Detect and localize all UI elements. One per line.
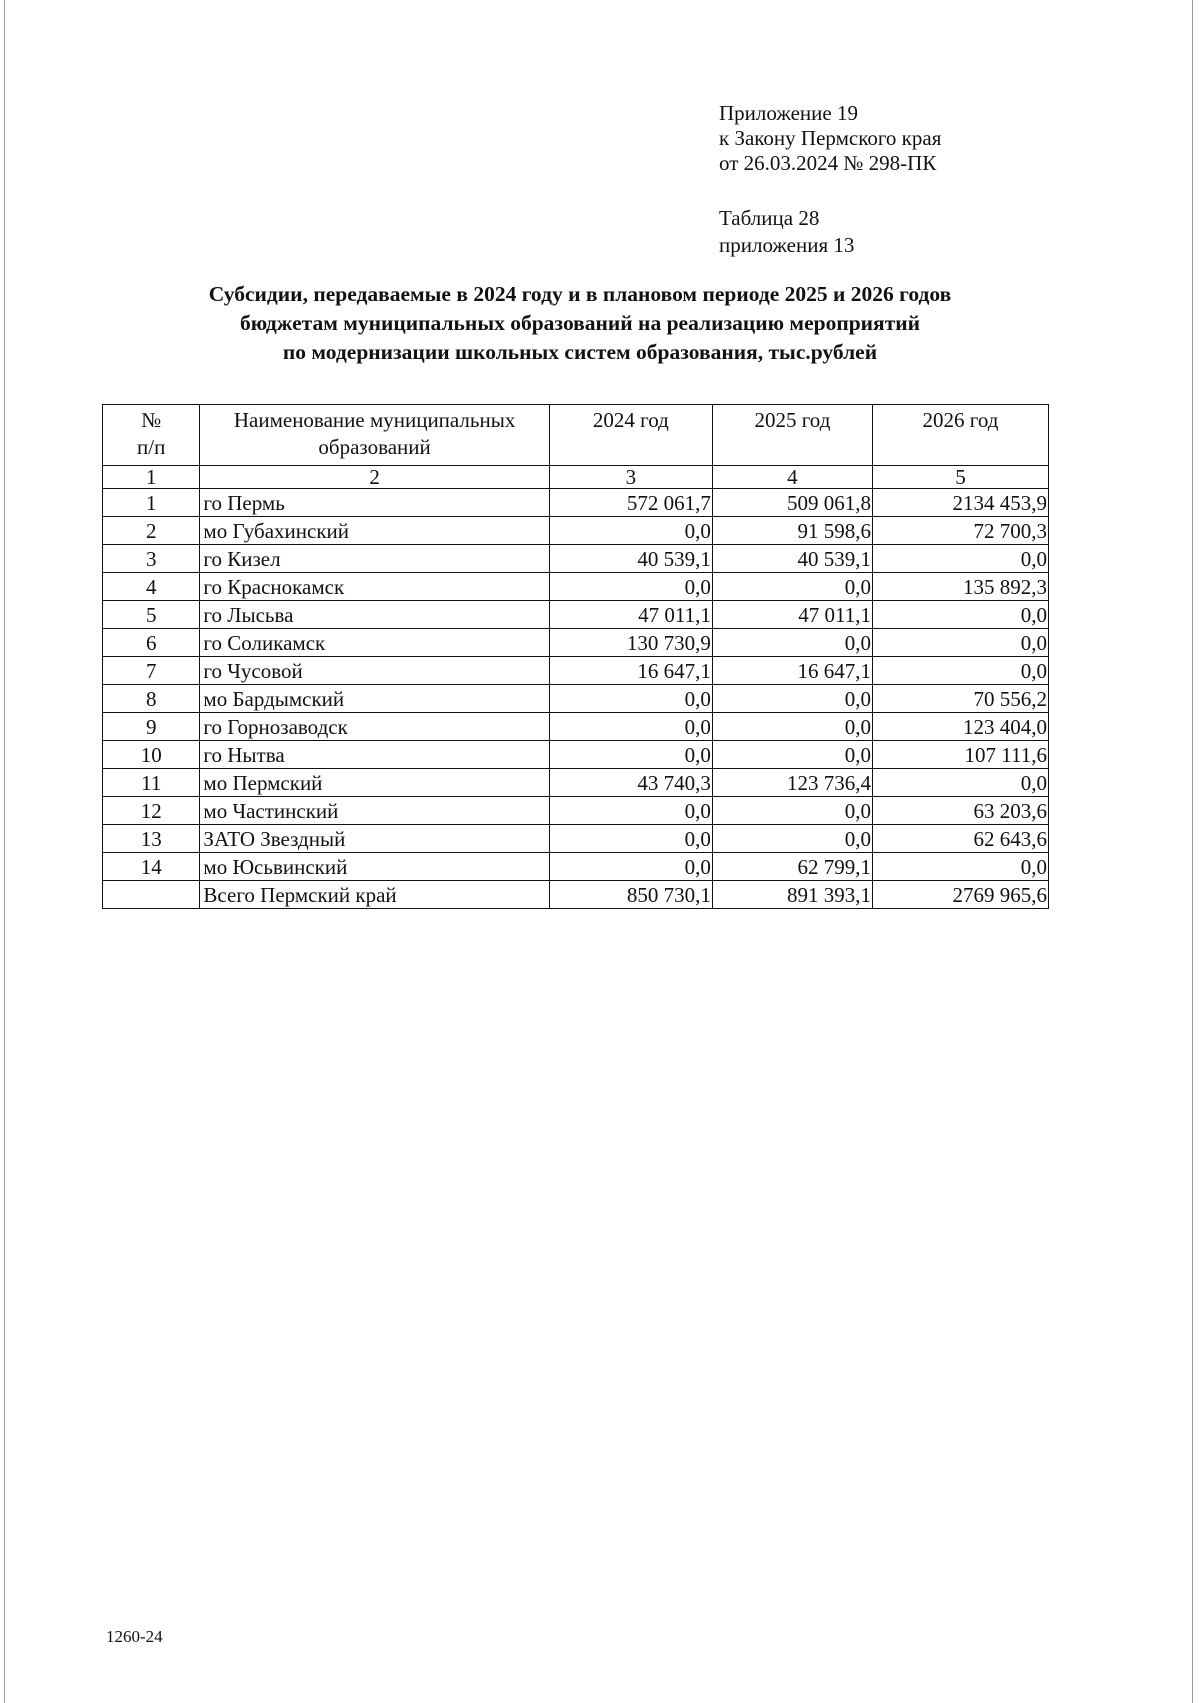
municipality-name: мо Бардымский: [200, 685, 549, 713]
municipality-name: мо Частинский: [200, 797, 549, 825]
municipality-name: ЗАТО Звездный: [200, 825, 549, 853]
amount-2024: 0,0: [549, 685, 712, 713]
amount-2026: 62 643,6: [872, 825, 1048, 853]
header-2026: 2026 год: [872, 405, 1048, 466]
amount-2026: 70 556,2: [872, 685, 1048, 713]
municipality-name: го Нытва: [200, 741, 549, 769]
amount-2024: 0,0: [549, 517, 712, 545]
header-name: [200, 405, 549, 466]
municipality-name: го Чусовой: [200, 657, 549, 685]
row-number: 3: [103, 545, 200, 573]
appendix-header: [719, 101, 941, 176]
table-row: [103, 657, 1049, 685]
table-header-row: [103, 405, 1049, 466]
row-number: 13: [103, 825, 200, 853]
municipality-name: го Горнозаводск: [200, 713, 549, 741]
amount-2025: 91 598,6: [712, 517, 872, 545]
amount-2024: 0,0: [549, 825, 712, 853]
amount-2024: 130 730,9: [549, 629, 712, 657]
table-row: [103, 825, 1049, 853]
table-ref-line-1: Таблица 28: [719, 206, 820, 230]
header-number: [103, 405, 200, 466]
appendix-line-2: к Закону Пермского края: [719, 126, 942, 150]
header-number-line-1: №: [141, 408, 162, 432]
row-number: 8: [103, 685, 200, 713]
amount-2025: 509 061,8: [712, 489, 872, 517]
amount-2024: 0,0: [549, 853, 712, 881]
amount-2025: 0,0: [712, 573, 872, 601]
row-number: 14: [103, 853, 200, 881]
scan-edge-left: [4, 0, 5, 1703]
amount-2026: 135 892,3: [872, 573, 1048, 601]
amount-2026: 0,0: [872, 657, 1048, 685]
amount-2024: 43 740,3: [549, 769, 712, 797]
row-number: 2: [103, 517, 200, 545]
header-name-line-1: Наименование муниципальных: [233, 408, 516, 432]
table-row: [103, 741, 1049, 769]
municipality-name: мо Губахинский: [200, 517, 549, 545]
municipality-name: го Пермь: [200, 489, 549, 517]
header-2025: 2025 год: [712, 405, 872, 466]
table-row: [103, 573, 1049, 601]
title-line-1: Субсидии, передаваемые в 2024 году и в плановом периоде 2025 и 2026 годов: [208, 282, 952, 306]
row-number: 11: [103, 769, 200, 797]
table-row: [103, 629, 1049, 657]
column-number: 1: [103, 466, 200, 489]
row-number: 9: [103, 713, 200, 741]
total-row: [103, 881, 1049, 909]
amount-2026: 123 404,0: [872, 713, 1048, 741]
row-number: 10: [103, 741, 200, 769]
scan-edge-right: [1192, 0, 1193, 1703]
municipality-name: Всего Пермский край: [200, 881, 549, 909]
table-row: [103, 517, 1049, 545]
header-2024: 2024 год: [549, 405, 712, 466]
table-row: [103, 713, 1049, 741]
row-number: 6: [103, 629, 200, 657]
table-reference: [719, 205, 854, 259]
amount-2024: 0,0: [549, 741, 712, 769]
amount-2026: 0,0: [872, 769, 1048, 797]
amount-2026: 2769 965,6: [872, 881, 1048, 909]
row-number: 7: [103, 657, 200, 685]
amount-2026: 0,0: [872, 629, 1048, 657]
municipality-name: го Соликамск: [200, 629, 549, 657]
amount-2026: 72 700,3: [872, 517, 1048, 545]
row-number: 4: [103, 573, 200, 601]
table-row: [103, 601, 1049, 629]
header-number-line-2: п/п: [137, 435, 166, 459]
amount-2025: 0,0: [712, 685, 872, 713]
amount-2025: 47 011,1: [712, 601, 872, 629]
subsidies-table: [102, 404, 1049, 909]
amount-2025: 40 539,1: [712, 545, 872, 573]
table-row: [103, 853, 1049, 881]
amount-2025: 0,0: [712, 797, 872, 825]
column-number-row: [103, 466, 1049, 489]
document-title: [100, 280, 1060, 367]
amount-2024: 0,0: [549, 713, 712, 741]
title-line-3: по модернизации школьных систем образования, тыс.рублей: [282, 340, 878, 364]
amount-2025: 16 647,1: [712, 657, 872, 685]
amount-2024: 0,0: [549, 573, 712, 601]
amount-2026: 0,0: [872, 853, 1048, 881]
table-row: [103, 769, 1049, 797]
table-row: [103, 685, 1049, 713]
amount-2026: 2134 453,9: [872, 489, 1048, 517]
amount-2025: 0,0: [712, 713, 872, 741]
row-number: [103, 881, 200, 909]
amount-2025: 0,0: [712, 741, 872, 769]
amount-2024: 572 061,7: [549, 489, 712, 517]
amount-2024: 0,0: [549, 797, 712, 825]
row-number: 5: [103, 601, 200, 629]
municipality-name: мо Юсьвинский: [200, 853, 549, 881]
column-number: 4: [712, 466, 872, 489]
municipality-name: го Кизел: [200, 545, 549, 573]
amount-2026: 0,0: [872, 545, 1048, 573]
municipality-name: го Краснокамск: [200, 573, 549, 601]
column-number: 5: [872, 466, 1048, 489]
municipality-name: мо Пермский: [200, 769, 549, 797]
row-number: 1: [103, 489, 200, 517]
amount-2025: 0,0: [712, 629, 872, 657]
appendix-line-3: от 26.03.2024 № 298-ПК: [719, 151, 937, 175]
amount-2024: 850 730,1: [549, 881, 712, 909]
amount-2025: 891 393,1: [712, 881, 872, 909]
table-ref-line-2: приложения 13: [719, 233, 855, 257]
column-number: 3: [549, 466, 712, 489]
amount-2026: 63 203,6: [872, 797, 1048, 825]
amount-2025: 62 799,1: [712, 853, 872, 881]
table-row: [103, 797, 1049, 825]
amount-2024: 40 539,1: [549, 545, 712, 573]
amount-2024: 47 011,1: [549, 601, 712, 629]
table-row: [103, 489, 1049, 517]
row-number: 12: [103, 797, 200, 825]
table-row: [103, 545, 1049, 573]
title-line-2: бюджетам муниципальных образований на реализацию мероприятий: [239, 311, 921, 335]
amount-2026: 0,0: [872, 601, 1048, 629]
column-number: 2: [200, 466, 549, 489]
document-code: 1260-24: [106, 1627, 163, 1646]
amount-2026: 107 111,6: [872, 741, 1048, 769]
amount-2024: 16 647,1: [549, 657, 712, 685]
amount-2025: 123 736,4: [712, 769, 872, 797]
appendix-line-1: Приложение 19: [719, 101, 858, 125]
municipality-name: го Лысьва: [200, 601, 549, 629]
header-name-line-2: образований: [318, 435, 431, 459]
amount-2025: 0,0: [712, 825, 872, 853]
